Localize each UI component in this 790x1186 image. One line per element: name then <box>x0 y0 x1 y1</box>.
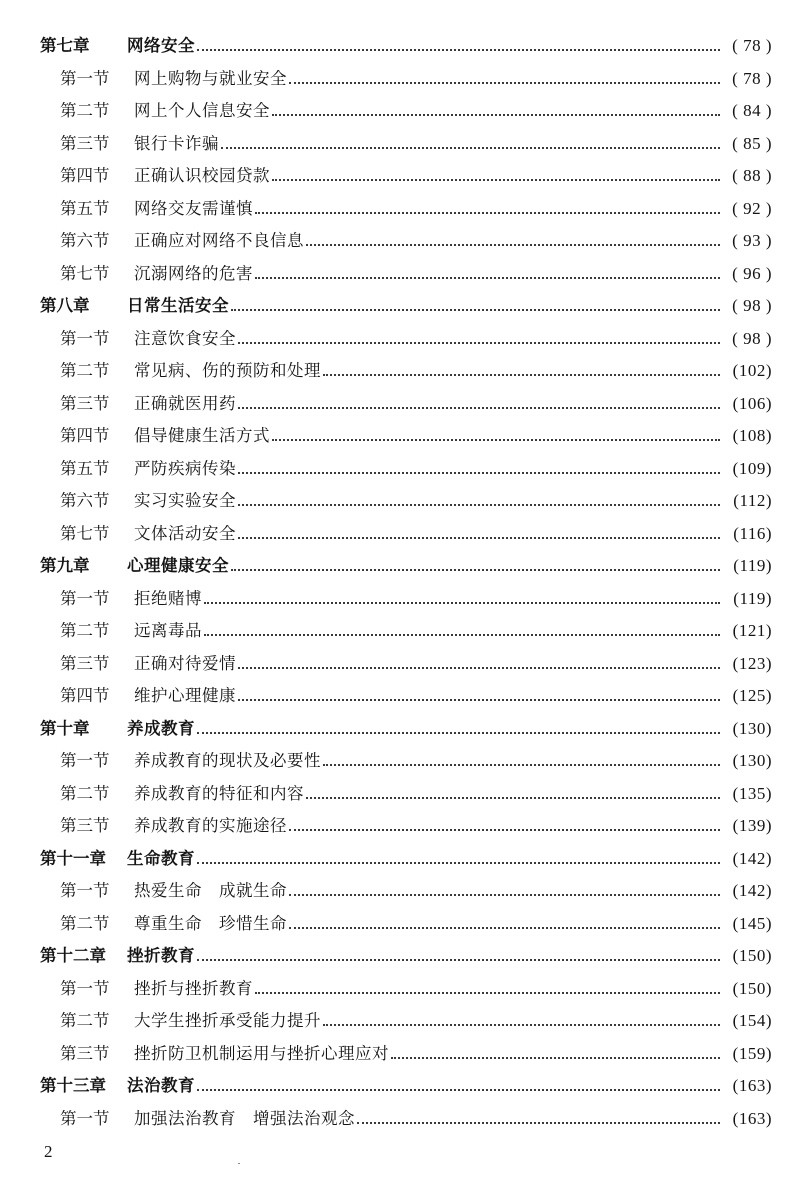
page-reference: ( 78 ) <box>732 36 772 55</box>
dot-leader <box>197 862 720 864</box>
section-label: 第六节 <box>60 491 110 510</box>
scan-speck <box>238 1163 240 1164</box>
page-reference: (130) <box>732 751 772 770</box>
toc-row-content <box>60 745 772 778</box>
page-reference: ( 98 ) <box>732 296 772 315</box>
dot-leader <box>197 49 720 51</box>
section-title: 沉溺网络的危害 <box>134 263 253 283</box>
toc-row-content <box>60 160 772 193</box>
toc-row-content <box>60 355 772 388</box>
toc-section-row <box>0 680 790 713</box>
table-of-contents <box>0 30 790 1135</box>
section-title: 倡导健康生活方式 <box>134 426 270 445</box>
chapter-label: 第十一章 <box>40 848 106 868</box>
page-reference: ( 85 ) <box>732 133 772 153</box>
section-title: 维护心理健康 <box>134 686 236 705</box>
section-title: 正确对待爱情 <box>134 653 236 673</box>
section-label: 第四节 <box>60 426 110 445</box>
section-label: 第一节 <box>60 751 110 770</box>
page-reference: (159) <box>732 1043 772 1063</box>
toc-section-row <box>0 583 790 616</box>
toc-section-row <box>0 355 790 388</box>
section-label: 第二节 <box>60 783 110 803</box>
dot-leader <box>238 407 720 409</box>
section-title: 大学生挫折承受能力提升 <box>134 1011 321 1030</box>
toc-row-content <box>60 453 772 486</box>
dot-leader <box>289 829 720 831</box>
section-label: 第四节 <box>60 166 110 185</box>
toc-row-content <box>60 583 772 616</box>
section-title: 养成教育的现状及必要性 <box>134 751 321 770</box>
page-reference: ( 98 ) <box>732 328 772 348</box>
page-reference: (130) <box>732 718 772 738</box>
toc-section-row <box>0 485 790 518</box>
toc-section-row <box>0 875 790 908</box>
toc-chapter-row <box>0 550 790 583</box>
toc-section-row <box>0 323 790 356</box>
section-title: 远离毒品 <box>134 621 202 640</box>
toc-row-content <box>60 95 772 128</box>
page-reference: ( 96 ) <box>732 263 772 283</box>
chapter-label: 第十章 <box>40 718 90 738</box>
toc-row-content <box>60 63 772 96</box>
toc-section-row <box>0 615 790 648</box>
page-reference: (121) <box>732 621 772 640</box>
section-label: 第三节 <box>60 653 110 673</box>
dot-leader <box>231 309 720 311</box>
page-reference: (116) <box>733 523 772 543</box>
dot-leader <box>197 959 720 961</box>
toc-row-content <box>60 615 772 648</box>
page-reference: (119) <box>733 556 772 575</box>
dot-leader <box>306 244 720 246</box>
chapter-title: 网络安全 <box>127 36 195 55</box>
section-title: 拒绝赌博 <box>134 588 202 608</box>
chapter-label: 第十二章 <box>40 946 106 965</box>
toc-row-content <box>60 128 772 161</box>
chapter-title: 日常生活安全 <box>127 296 229 315</box>
chapter-label: 第八章 <box>40 296 90 315</box>
section-label: 第二节 <box>60 913 110 933</box>
section-title: 网上购物与就业安全 <box>134 68 287 88</box>
dot-leader <box>255 277 720 279</box>
toc-section-row <box>0 518 790 551</box>
section-label: 第二节 <box>60 101 110 120</box>
toc-section-row <box>0 225 790 258</box>
page-reference: (106) <box>732 393 772 413</box>
toc-row-content <box>40 940 772 973</box>
page-reference: (154) <box>732 1011 772 1030</box>
toc-row-content <box>40 30 772 63</box>
page-reference: (139) <box>732 816 772 835</box>
section-label: 第一节 <box>60 68 110 88</box>
toc-row-content <box>60 1005 772 1038</box>
section-label: 第一节 <box>60 978 110 998</box>
toc-row-content <box>40 713 772 746</box>
page-reference: (123) <box>732 653 772 673</box>
dot-leader <box>323 1024 720 1026</box>
toc-row-content <box>60 810 772 843</box>
section-label: 第四节 <box>60 686 110 705</box>
section-label: 第三节 <box>60 133 110 153</box>
toc-row-content <box>60 875 772 908</box>
toc-section-row <box>0 973 790 1006</box>
section-title: 银行卡诈骗 <box>134 133 219 153</box>
dot-leader <box>204 634 720 636</box>
page-reference: (150) <box>732 946 772 965</box>
section-label: 第三节 <box>60 816 110 835</box>
chapter-label: 第九章 <box>40 556 90 575</box>
page-reference: (163) <box>732 1108 772 1128</box>
dot-leader <box>238 667 720 669</box>
page-reference: (150) <box>732 978 772 998</box>
toc-row-content <box>60 225 772 258</box>
chapter-title: 法治教育 <box>127 1076 195 1095</box>
section-label: 第二节 <box>60 621 110 640</box>
page-reference: (109) <box>732 458 772 478</box>
section-label: 第六节 <box>60 231 110 250</box>
page-reference: ( 93 ) <box>732 231 772 250</box>
page-reference: (142) <box>732 881 772 900</box>
toc-section-row <box>0 648 790 681</box>
page-reference: (102) <box>732 361 772 380</box>
toc-row-content <box>60 388 772 421</box>
toc-section-row <box>0 388 790 421</box>
section-title: 挫折与挫折教育 <box>134 978 253 998</box>
dot-leader <box>255 992 720 994</box>
section-title: 网络交友需谨慎 <box>134 198 253 218</box>
section-title: 严防疾病传染 <box>134 458 236 478</box>
toc-row-content <box>60 485 772 518</box>
toc-section-row <box>0 258 790 291</box>
dot-leader <box>238 342 720 344</box>
toc-section-row <box>0 1103 790 1136</box>
dot-leader <box>238 504 720 506</box>
page-reference: (163) <box>732 1076 772 1095</box>
section-title: 正确就医用药 <box>134 393 236 413</box>
section-label: 第七节 <box>60 523 110 543</box>
toc-section-row <box>0 1005 790 1038</box>
page-number: 2 <box>44 1142 53 1161</box>
dot-leader <box>221 147 720 149</box>
dot-leader <box>231 569 720 571</box>
section-title: 网上个人信息安全 <box>134 101 270 120</box>
toc-row-content <box>60 1103 772 1136</box>
toc-row-content <box>40 290 772 323</box>
dot-leader <box>238 699 720 701</box>
section-label: 第一节 <box>60 1108 110 1128</box>
section-label: 第一节 <box>60 328 110 348</box>
dot-leader <box>272 114 720 116</box>
section-label: 第五节 <box>60 458 110 478</box>
chapter-title: 养成教育 <box>127 718 195 738</box>
toc-row-content <box>60 680 772 713</box>
section-title: 正确应对网络不良信息 <box>134 231 304 250</box>
toc-section-row <box>0 810 790 843</box>
toc-section-row <box>0 745 790 778</box>
page-reference: (119) <box>733 588 772 608</box>
toc-section-row <box>0 420 790 453</box>
dot-leader <box>238 472 720 474</box>
dot-leader <box>197 732 720 734</box>
toc-section-row <box>0 453 790 486</box>
dot-leader <box>204 602 720 604</box>
chapter-title: 生命教育 <box>127 848 195 868</box>
section-title: 尊重生命 珍惜生命 <box>134 913 287 933</box>
dot-leader <box>323 764 720 766</box>
page-reference: ( 92 ) <box>732 198 772 218</box>
section-title: 实习实验安全 <box>134 491 236 510</box>
section-title: 加强法治教育 增强法治观念 <box>134 1108 355 1128</box>
toc-chapter-row <box>0 940 790 973</box>
toc-row-content <box>60 648 772 681</box>
section-title: 注意饮食安全 <box>134 328 236 348</box>
toc-chapter-row <box>0 713 790 746</box>
section-title: 正确认识校园贷款 <box>134 166 270 185</box>
page-reference: (108) <box>732 426 772 445</box>
section-title: 养成教育的特征和内容 <box>134 783 304 803</box>
dot-leader <box>272 439 720 441</box>
dot-leader <box>289 894 720 896</box>
page-reference: (142) <box>732 848 772 868</box>
toc-chapter-row <box>0 843 790 876</box>
section-label: 第二节 <box>60 361 110 380</box>
chapter-title: 心理健康安全 <box>127 556 229 575</box>
page-reference: ( 84 ) <box>732 101 772 120</box>
toc-chapter-row <box>0 290 790 323</box>
toc-row-content <box>60 518 772 551</box>
chapter-label: 第十三章 <box>40 1076 106 1095</box>
toc-chapter-row <box>0 1070 790 1103</box>
toc-section-row <box>0 908 790 941</box>
dot-leader <box>289 82 720 84</box>
section-title: 养成教育的实施途径 <box>134 816 287 835</box>
section-label: 第一节 <box>60 881 110 900</box>
toc-row-content <box>60 973 772 1006</box>
section-label: 第二节 <box>60 1011 110 1030</box>
toc-row-content <box>40 843 772 876</box>
dot-leader <box>357 1122 720 1124</box>
toc-row-content <box>60 420 772 453</box>
toc-section-row <box>0 193 790 226</box>
page-reference: ( 88 ) <box>732 166 772 185</box>
dot-leader <box>391 1057 720 1059</box>
section-title: 热爱生命 成就生命 <box>134 881 287 900</box>
toc-row-content <box>60 323 772 356</box>
page-reference: (145) <box>732 913 772 933</box>
section-title: 挫折防卫机制运用与挫折心理应对 <box>134 1043 389 1063</box>
toc-row-content <box>40 1070 772 1103</box>
toc-row-content <box>40 550 772 583</box>
section-label: 第七节 <box>60 263 110 283</box>
dot-leader <box>255 212 720 214</box>
toc-section-row <box>0 778 790 811</box>
dot-leader <box>238 537 720 539</box>
page-reference: (112) <box>733 491 772 510</box>
dot-leader <box>289 927 720 929</box>
toc-row-content <box>60 1038 772 1071</box>
section-label: 第一节 <box>60 588 110 608</box>
toc-section-row <box>0 63 790 96</box>
chapter-label: 第七章 <box>40 36 90 55</box>
page-reference: (125) <box>732 686 772 705</box>
page-reference: (135) <box>732 783 772 803</box>
page-reference: ( 78 ) <box>732 68 772 88</box>
dot-leader <box>323 374 720 376</box>
section-title: 文体活动安全 <box>134 523 236 543</box>
toc-section-row <box>0 95 790 128</box>
section-label: 第三节 <box>60 393 110 413</box>
section-title: 常见病、伤的预防和处理 <box>134 361 321 380</box>
section-label: 第三节 <box>60 1043 110 1063</box>
toc-row-content <box>60 778 772 811</box>
toc-section-row <box>0 160 790 193</box>
toc-row-content <box>60 258 772 291</box>
chapter-title: 挫折教育 <box>127 946 195 965</box>
dot-leader <box>197 1089 720 1091</box>
dot-leader <box>306 797 720 799</box>
dot-leader <box>272 179 720 181</box>
toc-section-row <box>0 1038 790 1071</box>
toc-row-content <box>60 908 772 941</box>
section-label: 第五节 <box>60 198 110 218</box>
toc-row-content <box>60 193 772 226</box>
toc-chapter-row <box>0 30 790 63</box>
toc-section-row <box>0 128 790 161</box>
